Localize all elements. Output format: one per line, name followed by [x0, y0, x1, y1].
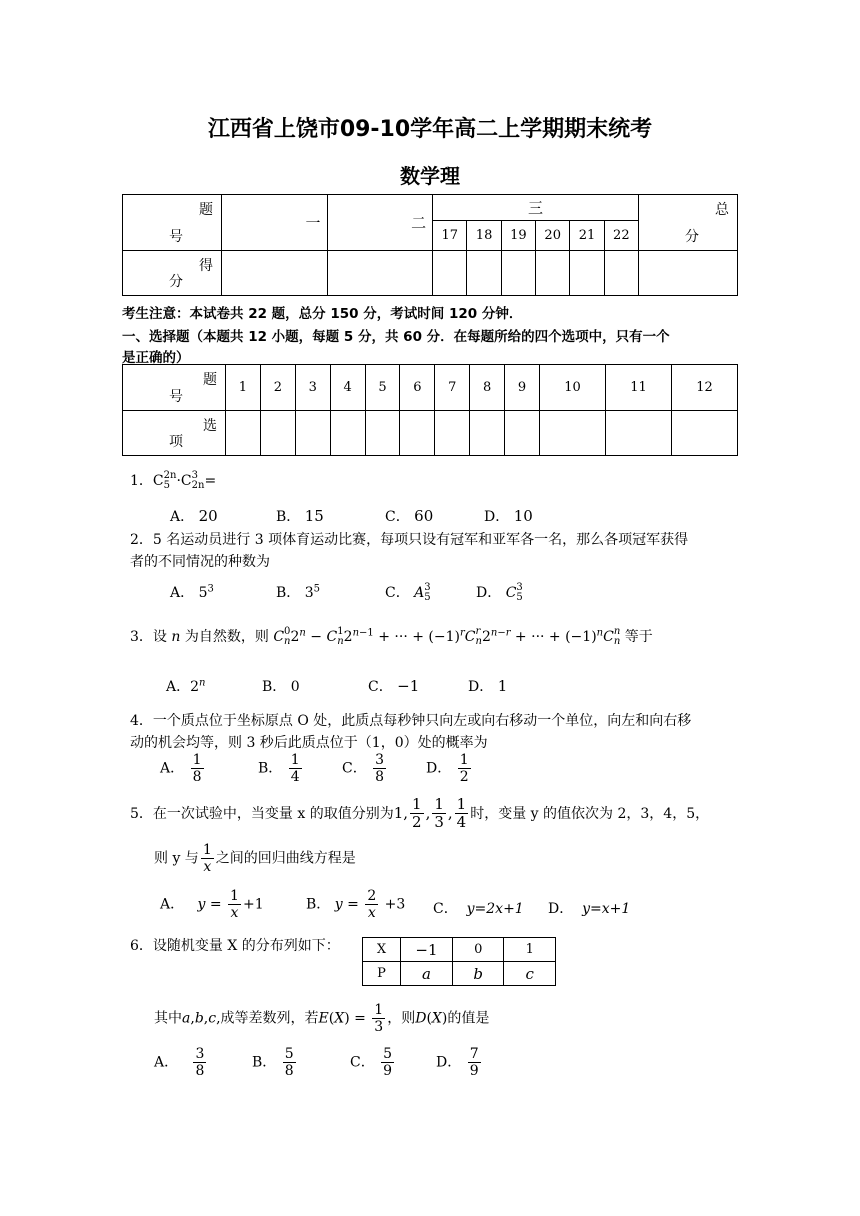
answer-number: 5 — [365, 365, 400, 411]
dist-row-cell: b — [452, 962, 504, 986]
question-3: 3．设 n 为自然数，则 C 0 n $2^n - C$ 1 n $2^{n-1}$ + ··· + $(-1)^rC$ r n $2^{n-r}$ + ··· + $(-1)^nC$ n n 等于 — [130, 626, 653, 647]
question-6: 6．设随机变量 X 的分布列如下： — [130, 938, 340, 954]
answer-entry-cell[interactable] — [226, 411, 261, 456]
score-sub-col: 20 — [536, 221, 570, 251]
answer-table — [122, 364, 738, 456]
answer-entry-cell[interactable] — [505, 411, 540, 456]
score-entry-cell[interactable] — [604, 251, 638, 296]
answer-number: 8 — [470, 365, 505, 411]
answer-entry-cell[interactable] — [540, 411, 606, 456]
q2-option-d[interactable]: D． C 3 5 — [476, 582, 523, 603]
score-entry-cell[interactable] — [467, 251, 501, 296]
answer-entry-cell[interactable] — [671, 411, 737, 456]
q2-option-b[interactable]: B． $3^5$ — [276, 583, 321, 601]
question-5: 5．在一次试验中，当变量 x 的取值分别为1, $\frac{1}{2}$ , $\frac{1}{3}$ , $\frac{1}{4}$ 时，变量 y 的值依次为 2，3，4，5， — [130, 795, 710, 832]
answer-row2-bottom: 项 — [169, 434, 183, 450]
score-sub-col: 22 — [604, 221, 638, 251]
q5-option-c[interactable]: C． y=2x+1 — [433, 901, 524, 917]
answer-corner-cell — [123, 365, 226, 411]
score-corner-bottom: 号 — [169, 229, 183, 245]
dist-header-cell: −1 — [401, 938, 453, 962]
answer-entry-cell[interactable] — [330, 411, 365, 456]
q6-option-d[interactable]: D． $\frac{7}{9}$ — [436, 1046, 479, 1080]
score-col-2: 二 — [327, 195, 433, 251]
score-corner-cell — [123, 195, 222, 251]
score-table — [122, 194, 738, 296]
answer-row2-label — [123, 411, 226, 456]
page-title: 江西省上饶市09-10学年高二上学期期末统考 — [207, 117, 653, 142]
dist-row-cell: P — [363, 962, 401, 986]
answer-number: 12 — [671, 365, 737, 411]
score-sub-col: 17 — [433, 221, 467, 251]
score-entry-cell[interactable] — [638, 251, 737, 296]
question-2-cont: 者的不同情况的种数为 — [130, 554, 270, 570]
answer-entry-cell[interactable] — [470, 411, 505, 456]
question-1: 1．C 2n 5 ·C 3 2n = — [130, 470, 217, 491]
score-entry-cell[interactable] — [570, 251, 604, 296]
q2-option-c[interactable]: C． A 3 5 — [385, 582, 431, 603]
score-col-3: 三 — [433, 195, 639, 221]
question-6-condition: 其中a,b,c,成等差数列，若E(X) = $\frac{1}{3}$ ，则D(X)的值是 — [154, 1002, 490, 1036]
q5-option-d[interactable]: D． y=x+1 — [548, 901, 631, 917]
q4-option-d[interactable]: D． $\frac{1}{2}$ — [426, 752, 469, 786]
q3-expression: C 0 n $2^n - C$ 1 n $2^{n-1}$ + ··· + $(-1)^rC$ r n $2^{n-r}$ + ··· + $(-1)^nC$ n n — [273, 626, 621, 647]
q5-values: 1, $\frac{1}{2}$ , $\frac{1}{3}$ , $\frac{1}{4}$ — [393, 795, 467, 832]
q4-option-b[interactable]: B． $\frac{1}{4}$ — [258, 752, 300, 786]
q3-option-d[interactable]: D． 1 — [468, 677, 508, 695]
answer-entry-cell[interactable] — [260, 411, 295, 456]
q6-option-c[interactable]: C． $\frac{5}{9}$ — [350, 1046, 393, 1080]
q1-expression: C 2n 5 ·C 3 2n = — [152, 470, 217, 491]
question-2: 2．5 名运动员进行 3 项体育运动比赛，每项只设有冠军和亚军各一名，那么各项冠军获得 — [130, 532, 689, 548]
dist-row-cell: c — [504, 962, 556, 986]
score-total-cell — [638, 195, 737, 251]
q1-option-b[interactable]: B． 15 — [276, 507, 324, 525]
answer-entry-cell[interactable] — [605, 411, 671, 456]
answer-corner-bottom: 号 — [169, 389, 183, 405]
answer-entry-cell[interactable] — [365, 411, 400, 456]
q4-option-a[interactable]: A． $\frac{1}{8}$ — [160, 752, 202, 786]
q3-option-b[interactable]: B． 0 — [262, 679, 300, 695]
answer-number: 3 — [295, 365, 330, 411]
answer-number: 2 — [260, 365, 295, 411]
q1-option-c[interactable]: C． 60 — [385, 507, 434, 525]
dist-row-cell: a — [401, 962, 453, 986]
section-1-header: 一、选择题（本题共 12 小题，每题 5 分，共 60 分．在每题所给的四个选项中，只有一个 — [122, 329, 670, 345]
dist-header-cell: 1 — [504, 938, 556, 962]
exam-notice: 考生注意：本试卷共 22 题，总分 150 分，考试时间 120 分钟． — [122, 306, 523, 322]
q3-option-c[interactable]: C． −1 — [368, 677, 420, 695]
section-1-header-cont: 是正确的） — [122, 350, 190, 366]
score-row2-label — [123, 251, 222, 296]
dist-header-cell: X — [363, 938, 401, 962]
score-sub-col: 19 — [501, 221, 535, 251]
answer-number: 9 — [505, 365, 540, 411]
q6-option-b[interactable]: B． $\frac{5}{8}$ — [252, 1046, 294, 1080]
q3-option-a[interactable]: A．2$^n$ — [166, 677, 206, 695]
answer-entry-cell[interactable] — [400, 411, 435, 456]
q2-option-a[interactable]: A． $5^3$ — [170, 583, 214, 601]
score-entry-cell[interactable] — [221, 251, 327, 296]
q1-option-a[interactable]: A． 20 — [170, 507, 218, 525]
answer-corner-top: 题 — [203, 372, 217, 388]
answer-number: 10 — [540, 365, 606, 411]
score-sub-col: 21 — [570, 221, 604, 251]
q1-option-d[interactable]: D． 10 — [484, 507, 533, 525]
answer-number: 11 — [605, 365, 671, 411]
question-4: 4．一个质点位于坐标原点 O 处，此质点每秒钟只向左或向右移动一个单位，向左和向右移 — [130, 713, 692, 729]
answer-number: 6 — [400, 365, 435, 411]
q4-option-c[interactable]: C． $\frac{3}{8}$ — [342, 752, 385, 786]
answer-number: 7 — [435, 365, 470, 411]
score-entry-cell[interactable] — [501, 251, 535, 296]
score-corner-top: 题 — [198, 202, 213, 218]
score-total-bottom: 分 — [684, 229, 699, 245]
answer-number: 1 — [226, 365, 261, 411]
score-row2-top: 得 — [198, 258, 213, 274]
score-col-1: 一 — [221, 195, 327, 251]
question-5-cont: 则 y 与 $\frac{1}{x}$ 之间的回归曲线方程是 — [154, 842, 356, 876]
score-entry-cell[interactable] — [327, 251, 433, 296]
distribution-table — [362, 937, 556, 986]
score-entry-cell[interactable] — [536, 251, 570, 296]
q5-option-a[interactable]: A． y = $\frac{1}{x}$ +1 — [160, 888, 264, 922]
dist-header-cell: 0 — [452, 938, 504, 962]
q6-option-a[interactable]: A． $\frac{3}{8}$ — [154, 1046, 205, 1080]
score-sub-col: 18 — [467, 221, 501, 251]
score-row2-bottom: 分 — [169, 274, 183, 290]
answer-entry-cell[interactable] — [295, 411, 330, 456]
score-total-top: 总 — [715, 202, 729, 218]
answer-entry-cell[interactable] — [435, 411, 470, 456]
question-4-cont: 动的机会均等，则 3 秒后此质点位于（1，0）处的概率为 — [130, 735, 488, 751]
page-subtitle: 数学理 — [400, 164, 460, 188]
q5-option-b[interactable]: B． y = $\frac{2}{x}$ +3 — [306, 888, 406, 922]
answer-row2-top: 选 — [203, 418, 217, 434]
answer-number: 4 — [330, 365, 365, 411]
score-entry-cell[interactable] — [433, 251, 467, 296]
